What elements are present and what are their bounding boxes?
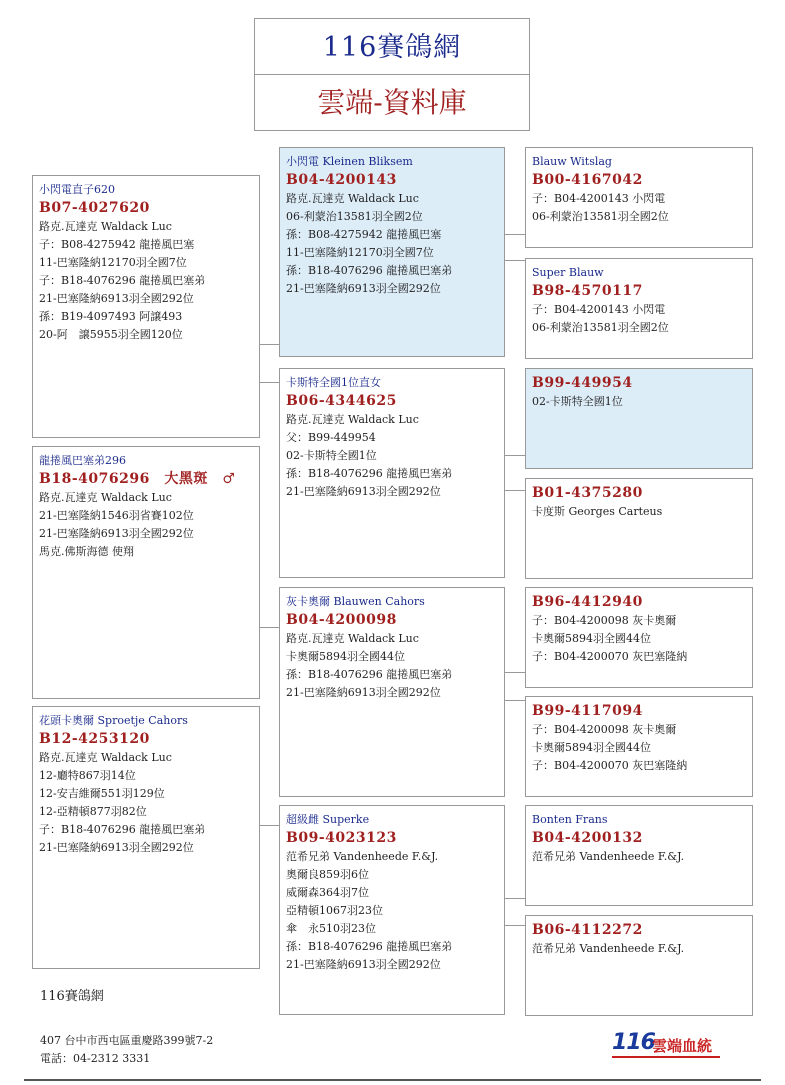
info-line: 21-巴塞隆納6913羽全國292位 xyxy=(39,292,194,305)
info-line: 孫：B18-4076296 龍捲風巴塞弟 xyxy=(286,940,453,953)
connector-line xyxy=(504,700,525,701)
info-line: 06-利蒙治13581羽全國2位 xyxy=(532,210,669,223)
ring-number: B96-4412940 xyxy=(532,594,643,610)
connector-line xyxy=(259,382,280,383)
ring-number: B01-4375280 xyxy=(532,485,643,501)
ring-number: B04-4200143 xyxy=(286,172,397,188)
ring-number: B06-4344625 xyxy=(286,393,397,409)
info-line: 孫：B18-4076296 龍捲風巴塞弟 xyxy=(286,264,453,277)
info-line: 路克.瓦達克 Waldack Luc xyxy=(286,632,419,645)
pigeon-name: Super Blauw xyxy=(532,266,604,279)
info-line: 卡奧爾5894羽全國44位 xyxy=(532,741,651,754)
info-line: 路克.瓦達克 Waldack Luc xyxy=(286,413,419,426)
pedigree-box-g3 xyxy=(32,706,260,969)
info-line: 馬克.佛斯海德 使翔 xyxy=(39,545,134,558)
ring-number: B06-4112272 xyxy=(532,922,643,938)
info-line: 路克.瓦達克 Waldack Luc xyxy=(39,751,172,764)
logo-underline xyxy=(612,1056,720,1058)
info-line: 子：B04-4200070 灰巴塞隆納 xyxy=(532,759,688,772)
footer-contact xyxy=(40,1032,213,1068)
connector-line xyxy=(259,825,280,826)
footer-divider xyxy=(24,1079,761,1081)
connector-line xyxy=(504,490,525,491)
connector-line xyxy=(504,898,525,899)
pigeon-name: 超級雌 Superke xyxy=(286,813,370,826)
footer-phone: 電話：04-2312 3331 xyxy=(40,1052,151,1065)
connector-line xyxy=(504,672,525,673)
pedigree-box-p1 xyxy=(279,147,505,357)
info-line: 21-巴塞隆納1546羽省賽102位 xyxy=(39,509,194,522)
pigeon-name: 花頭卡奧爾 Sproetje Cahors xyxy=(39,714,188,727)
info-line: 孫：B18-4076296 龍捲風巴塞弟 xyxy=(286,668,453,681)
connector-line xyxy=(504,260,525,261)
info-line: 子：B18-4076296 龍捲風巴塞弟 xyxy=(39,823,206,836)
pedigree-box-g1 xyxy=(32,175,260,438)
info-line: 子：B04-4200143 小閃電 xyxy=(532,303,666,316)
info-line: 子：B04-4200143 小閃電 xyxy=(532,192,666,205)
info-line: 卡奧爾5894羽全國44位 xyxy=(286,650,405,663)
connector-line xyxy=(259,627,280,628)
pigeon-name: Blauw Witslag xyxy=(532,155,612,168)
pedigree-box-p3 xyxy=(279,587,505,797)
pigeon-name: 灰卡奧爾 Blauwen Cahors xyxy=(286,595,425,608)
info-line: 02-卡斯特全國1位 xyxy=(532,395,623,408)
info-line: 路克.瓦達克 Waldack Luc xyxy=(39,491,172,504)
ring-number: B98-4570117 xyxy=(532,283,643,299)
info-line: 卡度斯 Georges Carteus xyxy=(532,505,663,518)
connector-line xyxy=(259,344,280,345)
info-line: 路克.瓦達克 Waldack Luc xyxy=(39,220,172,233)
pedigree-box-q3 xyxy=(525,368,753,469)
info-line: 子：B04-4200098 灰卡奧爾 xyxy=(532,614,677,627)
info-line: 21-巴塞隆納6913羽全國292位 xyxy=(39,527,194,540)
info-line: 孫：B19-4097493 阿譲493 xyxy=(39,310,183,323)
footer-address: 407 台中市西屯區重慶路399號7-2 xyxy=(40,1034,214,1047)
ring-number: B04-4200098 xyxy=(286,612,397,628)
pigeon-name: 龍捲風巴塞弟296 xyxy=(39,454,126,467)
ring-number: B04-4200132 xyxy=(532,830,643,846)
info-line: 21-巴塞隆納6913羽全國292位 xyxy=(39,841,194,854)
info-line: 21-巴塞隆納6913羽全國292位 xyxy=(286,958,441,971)
connector-line xyxy=(504,234,525,235)
title-box xyxy=(254,18,530,131)
pigeon-name: 小閃電 Kleinen Bliksem xyxy=(286,155,413,168)
pedigree-box-q8 xyxy=(525,915,753,1016)
ring-number: B99-4117094 xyxy=(532,703,643,719)
info-line: 21-巴塞隆納6913羽全國292位 xyxy=(286,282,441,295)
info-line: 子：B04-4200098 灰卡奧爾 xyxy=(532,723,677,736)
info-line: 子：B04-4200070 灰巴塞隆納 xyxy=(532,650,688,663)
info-line: 奧爾良859羽6位 xyxy=(286,868,369,881)
pedigree-box-q7 xyxy=(525,805,753,906)
info-line: 子：B08-4275942 龍捲風巴塞 xyxy=(39,238,195,251)
info-line: 孫：B18-4076296 龍捲風巴塞弟 xyxy=(286,467,453,480)
info-line: 06-利蒙治13581羽全國2位 xyxy=(286,210,423,223)
pigeon-name: 小閃電直子620 xyxy=(39,183,115,196)
brand-logo xyxy=(612,1030,742,1058)
info-line: 亞精頓1067羽23位 xyxy=(286,904,383,917)
connector-line xyxy=(504,925,525,926)
info-line: 孫：B08-4275942 龍捲風巴塞 xyxy=(286,228,442,241)
info-line: 02-卡斯特全國1位 xyxy=(286,449,377,462)
info-line: 21-巴塞隆納6913羽全國292位 xyxy=(286,686,441,699)
info-line: 06-利蒙治13581羽全國2位 xyxy=(532,321,669,334)
info-line: 11-巴塞隆納12170羽全國7位 xyxy=(286,246,434,259)
info-line: 子：B18-4076296 龍捲風巴塞弟 xyxy=(39,274,206,287)
pedigree-box-q4 xyxy=(525,478,753,579)
pigeon-name: 卡斯特全國1位直女 xyxy=(286,376,381,389)
pedigree-box-q2 xyxy=(525,258,753,359)
info-line: 卡奧爾5894羽全國44位 xyxy=(532,632,651,645)
info-line: 11-巴塞隆納12170羽全國7位 xyxy=(39,256,187,269)
info-line: 范希兄弟 Vandenheede F.&J. xyxy=(532,942,685,955)
database-subtitle: 雲端-資料庫 xyxy=(317,86,467,119)
logo-number: 116 xyxy=(612,1030,655,1055)
info-line: 傘 永510羽23位 xyxy=(286,922,376,935)
ring-number: B12-4253120 xyxy=(39,731,150,747)
ring-number: B99-449954 xyxy=(532,375,633,391)
info-line: 路克.瓦達克 Waldack Luc xyxy=(286,192,419,205)
pedigree-box-q1 xyxy=(525,147,753,248)
ring-number: B09-4023123 xyxy=(286,830,397,846)
pedigree-box-q6 xyxy=(525,696,753,797)
info-line: 12-廳特867羽14位 xyxy=(39,769,136,782)
info-line: 12-安吉維爾551羽129位 xyxy=(39,787,165,800)
info-line: 20-阿 譲5955羽全國120位 xyxy=(39,328,183,341)
pedigree-box-p2 xyxy=(279,368,505,578)
pigeon-name: Bonten Frans xyxy=(532,813,608,826)
footer-site-name: 116賽鴿網 xyxy=(40,989,104,1004)
info-line: 12-亞精頓877羽82位 xyxy=(39,805,147,818)
ring-number: B18-4076296 大黑斑 ♂ xyxy=(39,471,236,487)
pedigree-box-p4 xyxy=(279,805,505,1015)
pedigree-box-g2 xyxy=(32,446,260,699)
pedigree-box-q5 xyxy=(525,587,753,688)
info-line: 21-巴塞隆納6913羽全國292位 xyxy=(286,485,441,498)
info-line: 范希兄弟 Vandenheede F.&J. xyxy=(286,850,439,863)
info-line: 父：B99-449954 xyxy=(286,431,376,444)
site-title: 116賽鴿網 xyxy=(255,19,529,75)
ring-number: B00-4167042 xyxy=(532,172,643,188)
logo-text: 雲端血統 xyxy=(652,1037,713,1055)
ring-number: B07-4027620 xyxy=(39,200,150,216)
connector-line xyxy=(504,455,525,456)
info-line: 范希兄弟 Vandenheede F.&J. xyxy=(532,850,685,863)
info-line: 威爾森364羽7位 xyxy=(286,886,369,899)
